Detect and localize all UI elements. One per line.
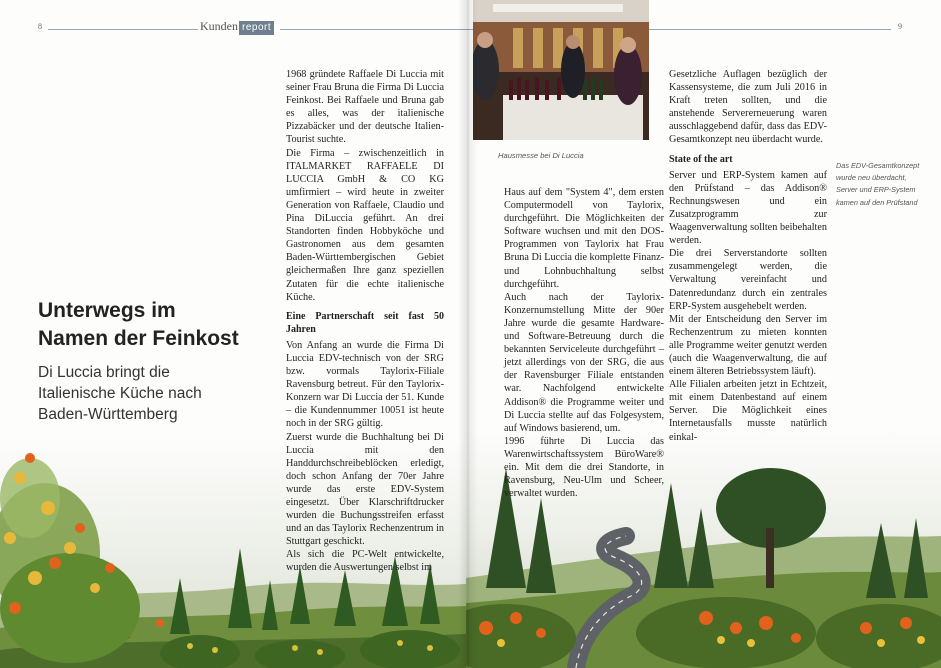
page-number-right: 9 [898,22,902,31]
headline-line-2: Namen der Feinkost [38,327,239,350]
wine-fair-photo [473,0,649,140]
paragraph: Von Anfang an wurde die Firma Di Luccia EDV-technisch von der SRG bzw. vormals Taylorix-Filiale Ravensburg betreut. Für den Taylorix-Konzern war Di Luccia der 51. Kunde – die Kundennummer 10051 ist heute noch in der SRG gültig. [286,339,444,430]
paragraph: Die drei Serverstandorte sollten zusammengelegt werden, die Verwaltung vereinfacht und Datenredundanz durch ein zentrales ERP-System ausgehebelt werden. [669,248,827,312]
paragraph: Als sich die PC-Welt entwickelte, wurden die Auswertungen selbst im [286,549,444,574]
left-page [0,0,466,668]
article-subheadline [38,362,258,425]
section-heading: Eine Partnerschaft seit fast 50 Jahren [286,310,444,335]
brand-main: Kunden [200,19,238,33]
paragraph: Server und ERP-System kamen auf den Prüfstand – das Addison® Rechnungswesen und ein Zusatzprogramm zur Waagenverwaltung sollten beibehalten werden. [669,169,827,247]
page-number-left: 8 [38,22,42,31]
header-rule-left [48,29,198,30]
subheadline-line-2: Italienische Küche nach [38,385,202,402]
subheadline-line-3: Baden-Württemberg [38,406,178,423]
paragraph: Auch nach der Taylorix-Konzernumstellung Mitte der 90er Jahre wurde die gesamte Hardware- und Software-Betreuung durch die bekannten Serviceleute durchgeführt – jetzt allerdings von der SRG, die aus der Ravensburger Filiale entstanden war. Nachfolgend entwickelte Addison® die Programme weiter und Di Luccia stellte auf das Folgesystem, auf Windows basierend, um. [504,291,664,434]
right-page [466,0,941,668]
section-heading: State of the art [669,153,733,165]
magazine-brand [200,19,274,35]
header-rule-left-2 [280,29,466,30]
subheadline-line-1: Di Luccia bringt die [38,364,170,381]
paragraph: Die Firma – zwischenzeitlich in ITALMARKET RAFFAELE DI LUCCIA GmbH & CO KG umfirmiert – wird heute in zweiter Generation von Raffaele, Claudio und Pina DiLuccia geführt. An drei Standorten finden Hobbyköche und Gastronomen aus dem gesamten Baden-Württembergischen Gebiet gleichermaßen Ihre ganz speziellen Zutaten für die echte italienische Küche. [286,147,444,303]
brand-accent: report [239,21,274,35]
paragraph: Mit der Entscheidung den Server im Rechenzentrum zu mieten konnten alle Programme weiter genutzt werden (auch die Waagenverwaltung, die auf einem älteren Betriebssystem läuft). [669,313,827,378]
paragraph: Gesetzliche Auflagen bezüglich der Kassensysteme, die zum Juli 2016 in Kraft treten sollten, und die anstehende Servererneuerung waren ausschlaggebend dafür, dass das EDV-Gesamtkonzept neu überdacht wurde. [669,69,827,146]
paragraph: Alle Filialen arbeiten jetzt in Echtzeit, mit einem Datenbestand auf einem Server. Die Möglichkeit eines Internetausfalls musste natürlich einkal- [669,379,827,443]
paragraph: Zuerst wurde die Buchhaltung bei Di Luccia mit den Handdurchschreibeblöcken erledigt, doch schon Anfang der 70er Jahre wurde das erste EDV-System eingesetzt. Über Klarschriftdrucker wurden die Buchungsstreifen erfasst und an das Taylorix Rechenzentrum in Stuttgart geschickt. [286,431,444,548]
photo-caption: Hausmesse bei Di Luccia [498,151,584,160]
paragraph: 1996 führte Di Luccia das Warenwirtschaftssystem BüroWare® ein. Mit dem die drei Standorte, in Ravensburg, Neu-Ulm und Scheer, verwaltet wurden. [504,435,664,500]
article-column-2 [504,186,664,500]
article-column-1 [286,68,444,575]
paragraph: 1968 gründete Raffaele Di Luccia mit seiner Frau Bruna die Firma Di Luccia Feinkost. Bei Raffaele und Bruna gab es alles, was der italienische Pizzabäcker und der deutsche Italien-Tourist suchte. [286,69,444,146]
paragraph: Haus auf dem "System 4", dem ersten Computermodell von Taylorix, durchgeführt. Die Möglichkeiten der Software wuchsen und mit den DOS-Programmen von Taylorix hat Frau Bruna Di Luccia die komplette Finanz- und Lohnbuchhaltung selbst durchgeführt. [504,187,664,290]
side-note: Das EDV-Gesamtkonzept wurde neu überdacht, Server und ERP-System kamen auf den Prüfstand [836,161,920,207]
article-headline [38,297,258,353]
article-column-3 [669,68,827,444]
headline-line-1: Unterwegs im [38,299,176,322]
